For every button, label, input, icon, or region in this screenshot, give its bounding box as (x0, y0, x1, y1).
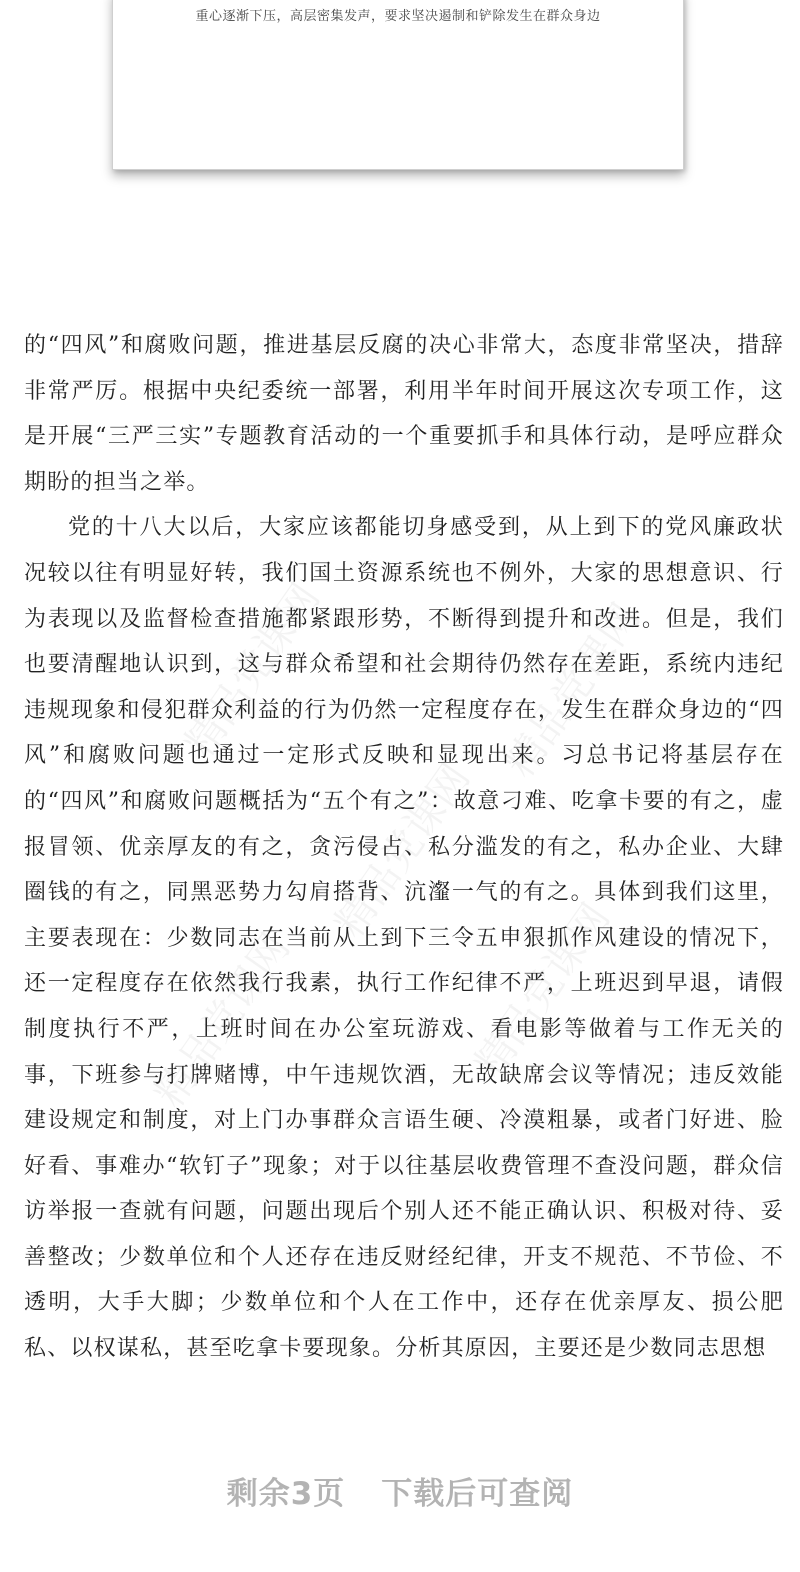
watermark-4: 精品党课网 (146, 925, 300, 1116)
watermark-5: 精品党课网 (466, 895, 620, 1086)
paragraph: 党的十八大以后，大家应该都能切身感受到，从上到下的党风廉政状况较以往有明显好转，我们国土资源系统也不例外，大家的思想意识、行为表现以及监督检查措施都紧跟形势，不断得到提升和改进。但是，我们也要清醒地认识到，这与群众希望和社会期待仍然存在差距，系统内违纪违规现象和侵犯群众利益的行为仍然一定程度存在，发生在群众身边的“四风”和腐败问题也通过一定形式反映和显现出来。习总书记将基层存在的“四风”和腐败问题概括为“五个有之”：故意刁难、吃拿卡要的有之，虚报冒领、优亲厚友的有之，贪污侵占、私分滥发的有之，私办企业、大肆圈钱的有之，同黑恶势力勾肩搭背、沆瀣一气的有之。具体到我们这里，主要表现在：少数同志在当前从上到下三令五申狠抓作风建设的情况下，还一定程度存在依然我行我素，执行工作纪律不严，上班迟到早退，请假制度执行不严，上班时间在办公室玩游戏、看电影等做着与工作无关的事，下班参与打牌赌博，中午违规饮酒，无故缺席会议等情况；违反效能建设规定和制度，对上门办事群众言语生硬、冷漠粗暴，或者门好进、脸好看、事难办“软钉子”现象；对于以往基层收费管理不查没问题，群众信访举报一查就有问题，问题出现后个别人还不能正确认识、积极对待、妥善整改；少数单位和个人还存在违反财经纪律，开支不规范、不节俭、不透明，大手大脚；少数单位和个人在工作中，还存在优亲厚友、损公肥私、以权谋私，甚至吃拿卡要现象。分析其原因，主要还是少数同志思想 (24, 515, 784, 1362)
preview-text-line: 重心逐渐下压，高层密集发声，要求坚决遏制和铲除发生在群众身边 (195, 9, 601, 24)
watermark-2: 精品党课网 (496, 595, 650, 786)
remaining-pages-label[interactable]: 剩余3页 (226, 1476, 346, 1512)
document-body (24, 323, 784, 1372)
download-prompt (0, 1468, 800, 1513)
download-to-view-link[interactable]: 下载后可查阅 (381, 1476, 574, 1512)
paragraph-continuation: 的“四风”和腐败问题，推进基层反腐的决心非常大，态度非常坚决，措辞非常严厉。根据中央纪委统一部署，利用半年时间开展这次专项工作，这是开展“三严三实”专题教育活动的一个重要抓手和具体行动，是呼应群众期盼的担当之举。 (24, 333, 784, 495)
watermark-3: 精品党课网 (326, 755, 480, 946)
document-preview-card (112, 0, 684, 170)
watermark-1: 精品党课网 (176, 575, 330, 766)
